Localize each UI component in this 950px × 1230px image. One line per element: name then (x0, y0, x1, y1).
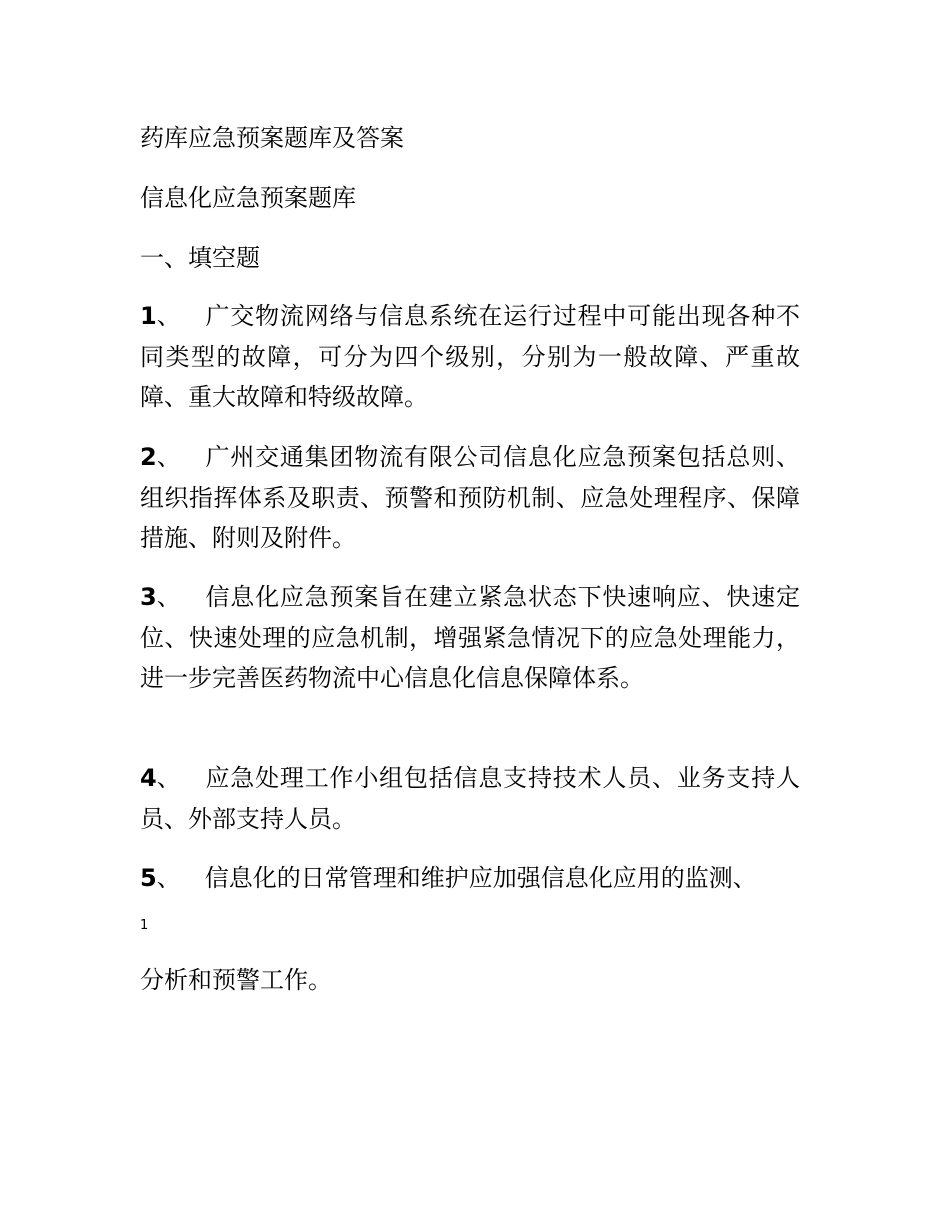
page-number: 1 (140, 918, 149, 933)
question-item (140, 758, 800, 839)
section-heading: 一、填空题 (140, 244, 260, 272)
question-separator: 、 (156, 583, 181, 611)
question-text: 信息化应急预案旨在建立紧急状态下快速响应、快速定位、快速处理的应急机制，增强紧急情况下的应急处理能力，进一步完善医药物流中心信息化信息保障体系。 (140, 583, 800, 692)
question-text: 应急处理工作小组包括信息支持技术人员、业务支持人员、外部支持人员。 (140, 764, 800, 833)
question-item (140, 858, 800, 899)
question-separator: 、 (156, 443, 181, 471)
question-number: 1 (140, 302, 157, 330)
question-number: 2 (140, 443, 157, 471)
question-number: 5 (140, 864, 157, 892)
question-item (140, 577, 800, 699)
question-text: 信息化的日常管理和维护应加强信息化应用的监测、 (204, 864, 757, 892)
question-text: 广州交通集团物流有限公司信息化应急预案包括总则、组织指挥体系及职责、预警和预防机制、应急处理程序、保障措施、附则及附件。 (140, 443, 800, 552)
question-separator: 、 (156, 302, 181, 330)
document-subtitle: 信息化应急预案题库 (140, 184, 356, 212)
continuation-text: 分析和预警工作。 (140, 966, 332, 994)
question-item (140, 437, 800, 559)
question-number: 4 (140, 764, 157, 792)
question-separator: 、 (156, 864, 181, 892)
question-separator: 、 (156, 764, 181, 792)
document-title: 药库应急预案题库及答案 (140, 124, 404, 152)
question-text: 广交物流网络与信息系统在运行过程中可能出现各种不同类型的故障，可分为四个级别，分别为一般故障、严重故障、重大故障和特级故障。 (140, 302, 800, 411)
question-item (140, 296, 800, 418)
question-number: 3 (140, 583, 157, 611)
